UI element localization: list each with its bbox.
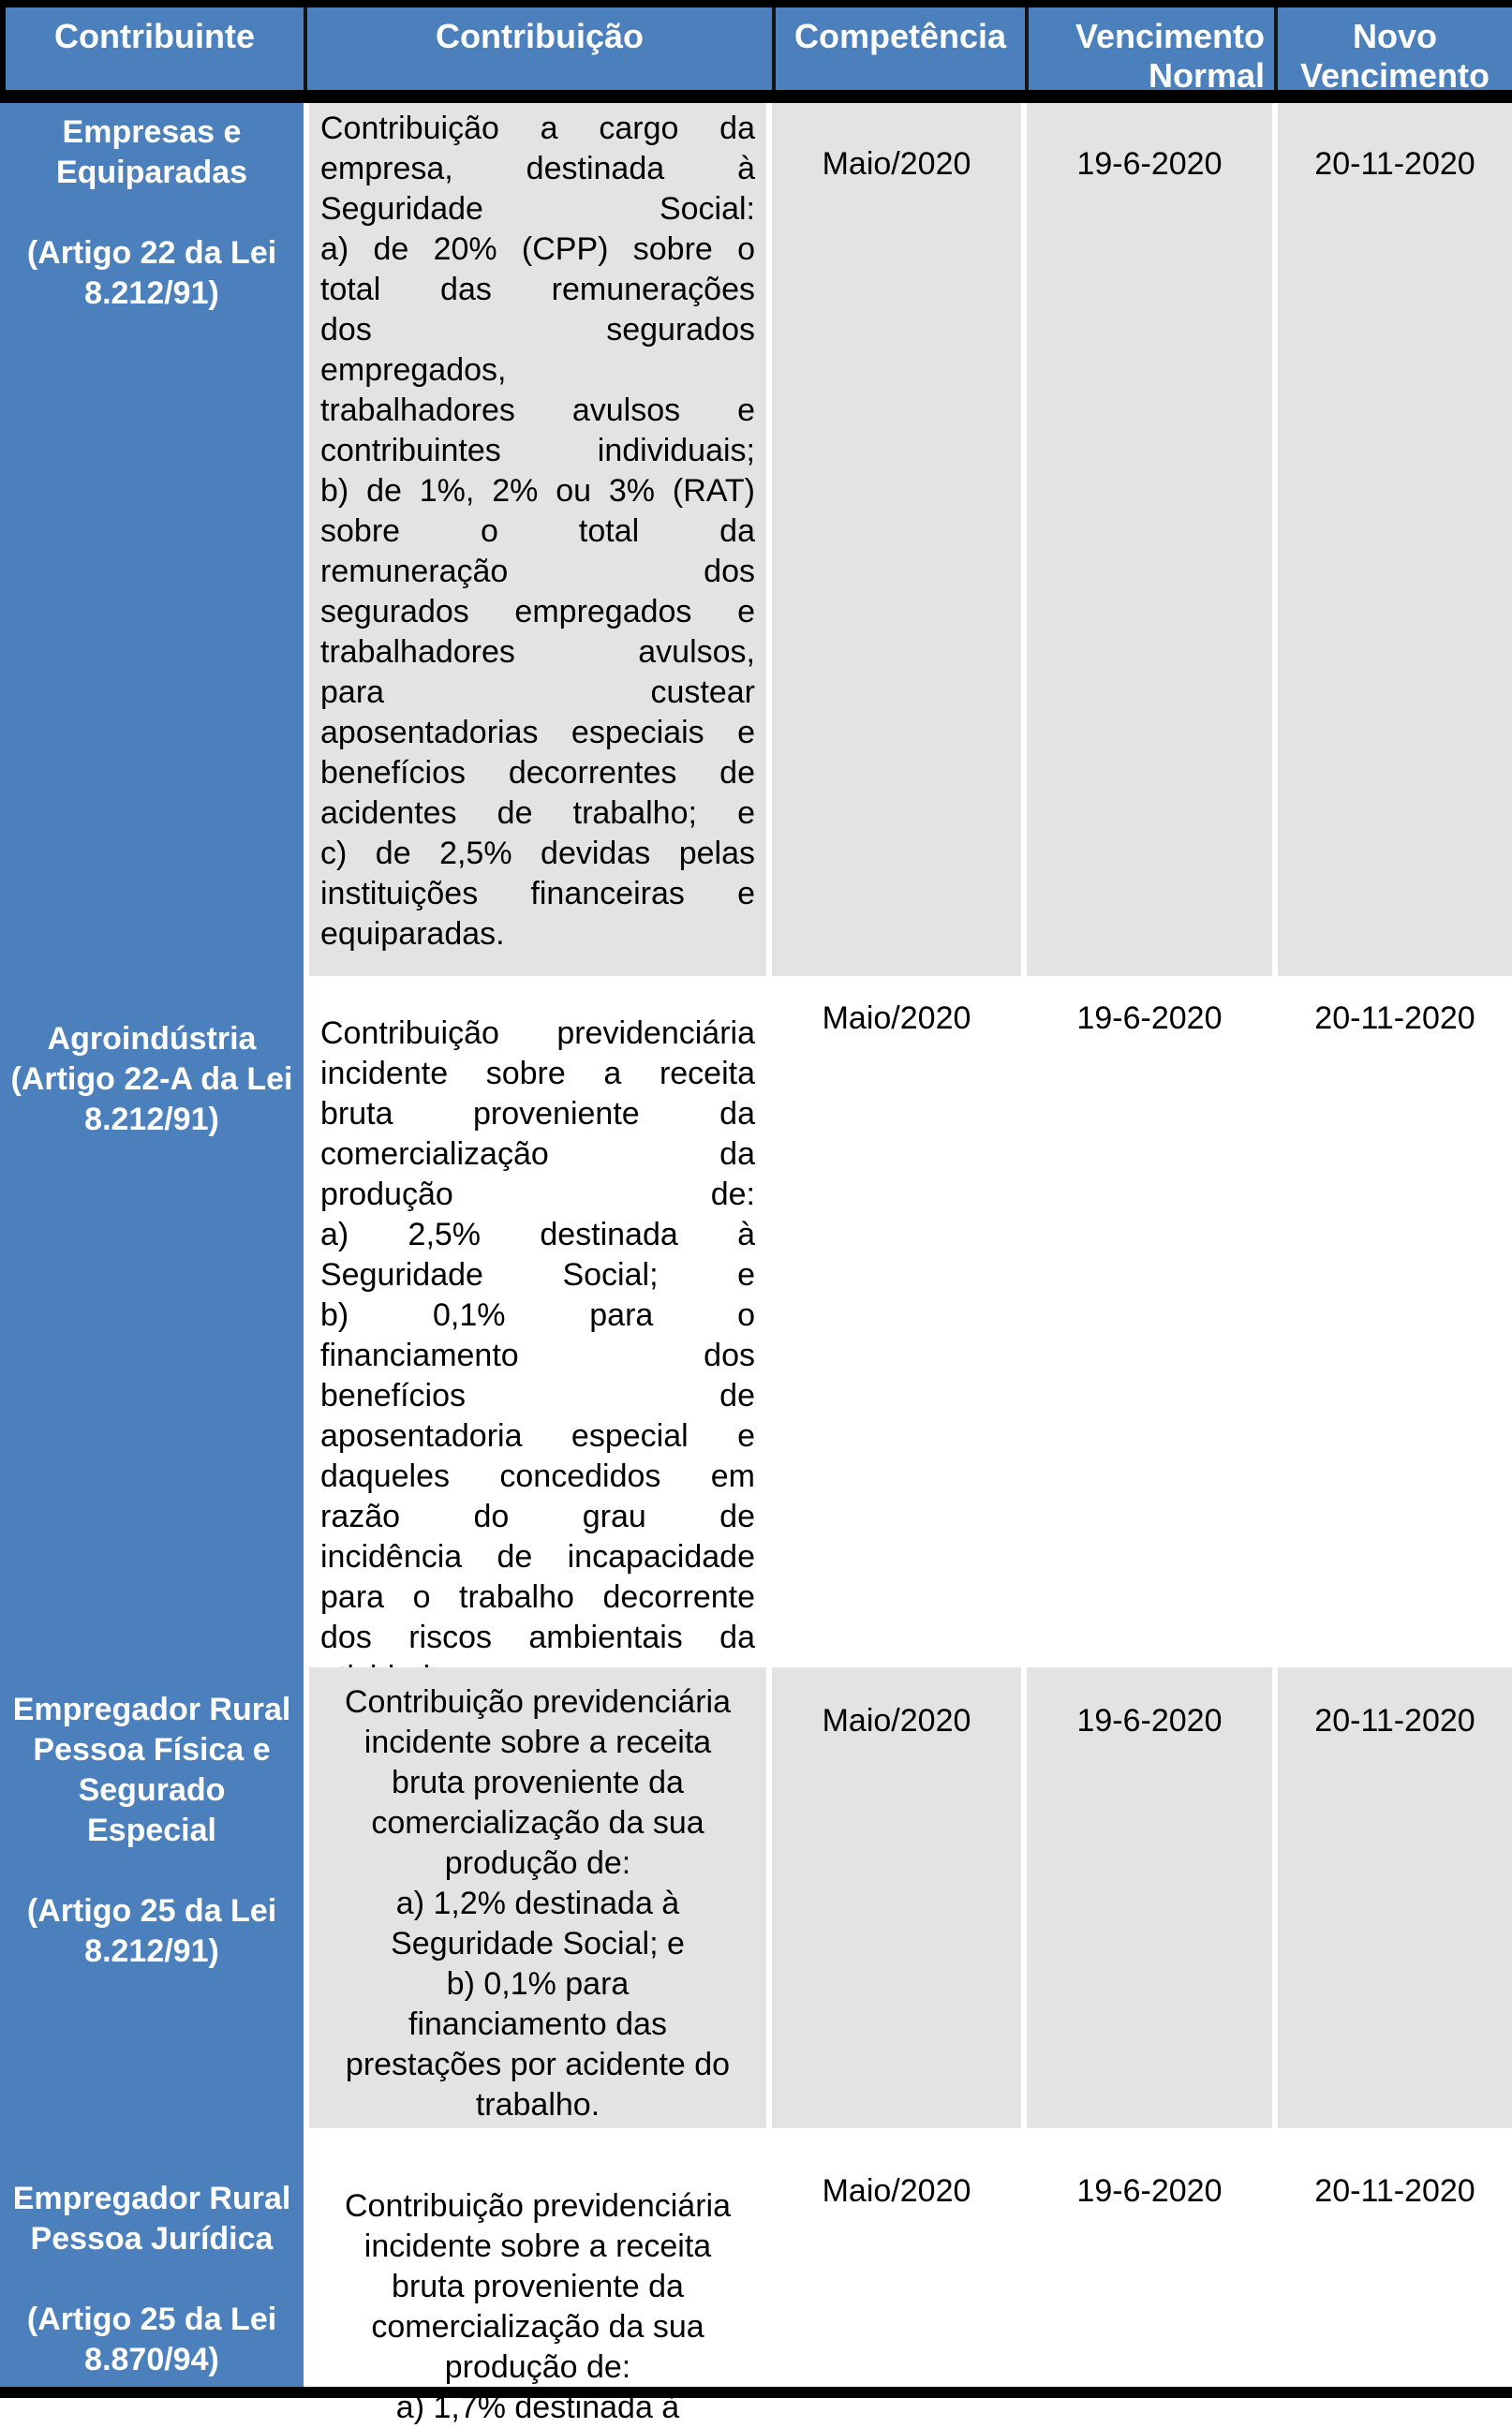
header-novo-vencimento: Novo Vencimento — [1278, 7, 1512, 90]
contribuicao-line: daqueles concedidos em — [320, 1458, 755, 1494]
header-bottom-border — [0, 90, 1512, 103]
contribuinte-cell — [0, 976, 304, 1667]
vencimento-normal-cell: 19-6-2020 — [1027, 976, 1272, 1667]
contribuicao-line: a) 1,7% destinada à — [395, 2390, 680, 2425]
novo-vencimento-cell: 20-11-2020 — [1278, 103, 1512, 976]
contribuicao-line: bruta proveniente da — [392, 1765, 684, 1800]
contribuinte-line — [9, 2259, 294, 2300]
table-row — [0, 2128, 1512, 2425]
contribuicao-line: Seguridade Social; e — [320, 1257, 755, 1293]
contribuicao-line: bruta proveniente da — [392, 2269, 684, 2304]
contribuicao-line: comercialização da sua — [371, 2309, 704, 2345]
contribuicao-line: produção de: — [444, 2349, 631, 2385]
competencia-cell: Maio/2020 — [772, 1667, 1021, 2128]
contribuicao-line: sobre o total da — [320, 513, 755, 549]
competencia-cell: Maio/2020 — [772, 976, 1021, 1667]
contribuicao-line: Seguridade Social: — [320, 191, 755, 227]
contribuicao-line: Contribuição previdenciária — [344, 1684, 731, 1720]
contribuinte-cell — [0, 103, 304, 976]
novo-vencimento-cell: 20-11-2020 — [1278, 976, 1512, 1667]
contribuicao-line: benefícios de — [320, 1378, 755, 1414]
header-competencia: Competência — [776, 7, 1025, 90]
contribuicao-line: benefícios decorrentes de — [320, 755, 755, 791]
contribuicao-line: a) de 20% (CPP) sobre o — [320, 231, 755, 267]
competencia-cell: Maio/2020 — [772, 103, 1021, 976]
contribuicao-line: acidentes de trabalho; e — [320, 795, 755, 831]
header-contribuinte: Contribuinte — [6, 7, 304, 90]
vencimento-normal-cell: 19-6-2020 — [1027, 1667, 1272, 2128]
table-row — [0, 976, 1512, 1667]
contribuicao-line: para o trabalho decorrente — [320, 1579, 755, 1615]
contribuicao-line: aposentadorias especiais e — [320, 715, 755, 750]
contribuicao-line: a) 1,2% destinada à — [395, 1886, 680, 1921]
contribuicao-line: bruta proveniente da — [320, 1096, 755, 1132]
table-header-row — [0, 7, 1512, 95]
contribuicao-line: comercialização da — [320, 1136, 755, 1172]
contribuicao-line: incidente sobre a receita — [363, 2228, 712, 2264]
contribuicao-line: produção de: — [444, 1845, 631, 1881]
vencimento-normal-cell: 19-6-2020 — [1027, 103, 1272, 976]
contribuicao-line: a) 2,5% destinada à — [320, 1217, 755, 1252]
contribuicao-line: dos riscos ambientais da — [320, 1620, 755, 1655]
contribuicao-line: Contribuição previdenciária — [320, 1015, 755, 1051]
header-contribuicao: Contribuição — [307, 7, 772, 90]
contribuicao-cell — [309, 1667, 766, 2128]
contribuinte-line — [9, 193, 294, 233]
contribuicao-line: trabalhadores avulsos, — [320, 634, 755, 670]
contribuicao-line: c) de 2,5% devidas pelas — [320, 836, 755, 871]
contribuicao-line: total das remunerações — [320, 272, 755, 307]
contribuicao-line: produção de: — [320, 1177, 755, 1212]
contribuicao-line: incidente sobre a receita — [363, 1725, 712, 1760]
contribuicao-line: incidência de incapacidade — [320, 1539, 755, 1575]
table-top-border — [0, 0, 1512, 7]
contribuinte-cell — [0, 1667, 304, 2128]
contribuicao-line: financiamento das — [408, 2006, 667, 2042]
table-row — [0, 1667, 1512, 2128]
contribuicao-line: Contribuição a cargo da — [320, 111, 755, 146]
table-bottom-border — [0, 2387, 1512, 2398]
contribuicao-line: contribuintes individuais; — [320, 433, 755, 468]
contribuicao-line: b) de 1%, 2% ou 3% (RAT) — [320, 473, 755, 509]
contribuicao-line: prestações por acidente do — [345, 2047, 731, 2082]
contribuicao-line: razão do grau de — [320, 1499, 755, 1534]
novo-vencimento-cell: 20-11-2020 — [1278, 2128, 1512, 2387]
competencia-cell: Maio/2020 — [772, 2128, 1021, 2387]
contribuicao-line: empresa, destinada à — [320, 151, 755, 186]
contribuinte-line: (Artigo 22 da Lei 8.212/91) — [26, 235, 277, 311]
contribuinte-line: Empregador Rural Pessoa Física e Segurado Especial — [12, 1692, 291, 1848]
contribuicao-line: para custear — [320, 674, 755, 710]
contribuicao-line: comercialização da sua — [371, 1805, 704, 1841]
contribuinte-line: Empresas e Equiparadas — [55, 114, 248, 190]
header-vencimento-normal: Vencimento Normal — [1029, 7, 1274, 90]
contribuinte-line: (Artigo 25 da Lei 8.870/94) — [26, 2302, 277, 2377]
contribuicao-line: empregados, — [320, 352, 507, 388]
contribuinte-line: Empregador Rural Pessoa Jurídica — [12, 2181, 291, 2257]
contribuicao-line: Seguridade Social; e — [391, 1926, 685, 1962]
table-body — [0, 103, 1512, 2425]
contribuicao-cell — [309, 2128, 766, 2425]
contribuicao-line: b) 0,1% para — [446, 1966, 630, 2002]
contribuinte-line: (Artigo 25 da Lei 8.212/91) — [26, 1893, 277, 1969]
contribuicao-cell — [309, 976, 766, 1667]
contribuicao-line: dos segurados — [320, 312, 755, 348]
contribuicao-cell — [309, 103, 766, 976]
contribuicao-line: incidente sobre a receita — [320, 1056, 755, 1091]
contribuinte-cell — [0, 2128, 304, 2387]
contribuicao-line: aposentadoria especial e — [320, 1418, 755, 1454]
contribuicao-line: instituições financeiras e — [320, 876, 755, 911]
contribuicao-line: remuneração dos — [320, 554, 755, 589]
table-row — [0, 103, 1512, 976]
contribuicao-line: b) 0,1% para o — [320, 1297, 755, 1333]
contribuinte-line: (Artigo 22-A da Lei 8.212/91) — [10, 1061, 293, 1137]
contribuicao-line: trabalhadores avulsos e — [320, 392, 755, 428]
novo-vencimento-cell: 20-11-2020 — [1278, 1667, 1512, 2128]
contribuicao-line: trabalho. — [475, 2087, 600, 2123]
contribuicao-line: equiparadas. — [320, 916, 505, 952]
contribuicao-line: financiamento dos — [320, 1338, 755, 1373]
contribuicao-line: Contribuição previdenciária — [344, 2188, 731, 2224]
contribuicao-line: segurados empregados e — [320, 594, 755, 629]
contribuinte-line — [9, 1851, 294, 1891]
contribuinte-line: Agroindústria — [47, 1021, 257, 1057]
vencimento-normal-cell: 19-6-2020 — [1027, 2128, 1272, 2387]
